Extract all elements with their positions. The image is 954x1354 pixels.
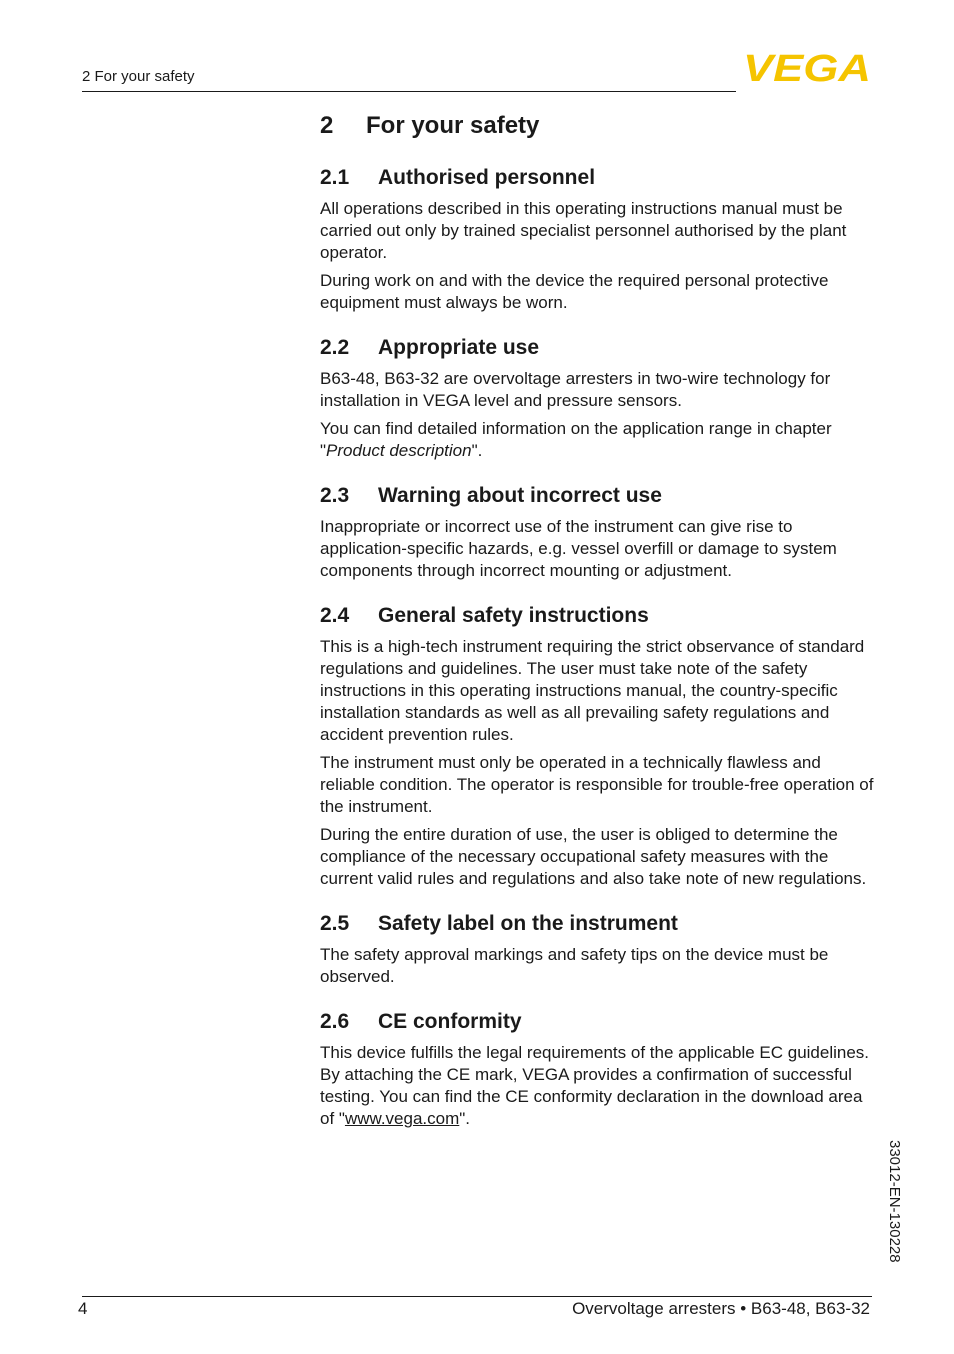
section-number: 2.2: [320, 336, 350, 359]
text-run: This device fulfills the legal requirements of the applicable EC guidelines. By attaching the CE mark, VEGA provides a confirmation of successful testing. You can find the CE conformity declaration in the download area of ": [320, 1043, 870, 1128]
paragraph: All operations described in this operating instructions manual must be carried out only by trained specialist personnel authorised by the plant operator.: [320, 199, 847, 262]
paragraph: B63-48, B63-32 are overvoltage arresters in two-wire technology for installation in VEGA level and pressure sensors.: [320, 369, 831, 410]
section-number: 2.6: [320, 1010, 350, 1033]
section-general-safety-instructions: [320, 602, 880, 890]
section-number: 2.3: [320, 484, 350, 507]
section-ce-conformity: [320, 1008, 880, 1130]
footer-doc-title: Overvoltage arresters • B63-48, B63-32: [572, 1299, 870, 1318]
chapter-heading: [320, 110, 880, 142]
paragraph: Inappropriate or incorrect use of the instrument can give rise to application-specific hazards, e.g. vessel overfill or damage to system components through incorrect mounting or adjustment.: [320, 517, 837, 580]
chapter-reference: Product description: [326, 441, 472, 460]
section-safety-label: [320, 910, 880, 988]
footer-rule: [82, 1296, 872, 1297]
section-number: 2.1: [320, 166, 350, 189]
section-title: Warning about incorrect use: [378, 484, 662, 507]
section-title: Safety label on the instrument: [378, 912, 678, 935]
vega-logo-text: VEGA: [743, 50, 871, 84]
paragraph: The safety approval markings and safety tips on the device must be observed.: [320, 945, 829, 986]
text-run: ".: [471, 441, 483, 460]
paragraph: [320, 1042, 880, 1130]
section-title: CE conformity: [378, 1010, 522, 1033]
section-heading: [320, 910, 880, 938]
text-run: You can find detailed information on the application range in chapter ": [320, 419, 832, 460]
header-rule: [82, 91, 736, 92]
section-heading: [320, 602, 880, 630]
document-code-text: 33012-EN-130228: [886, 1140, 903, 1263]
chapter-number: 2: [320, 112, 334, 139]
section-heading: [320, 1008, 880, 1036]
page-number: 4: [78, 1299, 88, 1318]
section-heading: [320, 482, 880, 510]
section-appropriate-use: [320, 334, 880, 462]
section-number: 2.5: [320, 912, 350, 935]
section-heading: [320, 164, 880, 192]
vega-logo: [743, 50, 873, 84]
chapter-title: For your safety: [366, 112, 540, 139]
section-number: 2.4: [320, 604, 350, 627]
main-content: [320, 110, 880, 1150]
paragraph: This is a high-tech instrument requiring the strict observance of standard regulations and guidelines. The user must take note of the safety instructions in this operating instructions manual, the country-specific installation standards as well as all prevailing safety regulations and accident prevention rules.: [320, 637, 865, 744]
section-authorised-personnel: [320, 164, 880, 314]
paragraph: [320, 418, 880, 462]
paragraph: During the entire duration of use, the user is obliged to determine the compliance of the necessary occupational safety measures with the current valid rules and regulations and also take note of new regulations.: [320, 825, 867, 888]
section-title: General safety instructions: [378, 604, 649, 627]
running-head: 2 For your safety: [82, 68, 195, 85]
vega-logo-mark: [743, 50, 873, 84]
paragraph: During work on and with the device the required personal protective equipment must always be worn.: [320, 271, 829, 312]
document-code: [884, 1140, 904, 1290]
vega-website-link[interactable]: www.vega.com: [344, 1109, 460, 1128]
section-title: Authorised personnel: [378, 166, 596, 189]
paragraph: The instrument must only be operated in a technically flawless and reliable condition. The operator is responsible for trouble-free operation of the instrument.: [320, 753, 874, 816]
section-warning-incorrect-use: [320, 482, 880, 582]
section-title: Appropriate use: [378, 336, 540, 359]
section-heading: [320, 334, 880, 362]
text-run: ".: [459, 1109, 471, 1128]
